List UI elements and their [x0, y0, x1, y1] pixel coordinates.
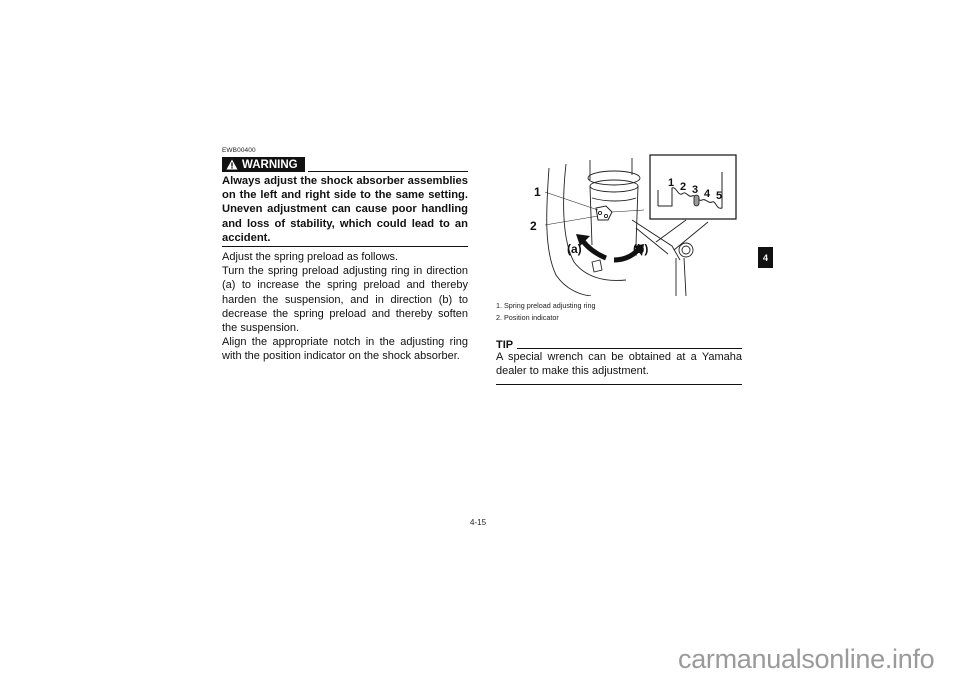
- instructions: [222, 250, 468, 364]
- notch-1: 1: [668, 177, 675, 189]
- notch-3: 3: [692, 184, 699, 196]
- page-number: 4-15: [470, 518, 487, 527]
- shock-absorber-illustration: [496, 150, 744, 296]
- warning-label-text: WARNING: [242, 158, 298, 171]
- caption-1: 1. Spring preload adjusting ring: [496, 301, 596, 310]
- chapter-tab: 4: [758, 247, 773, 268]
- instruction-paragraph: Adjust the spring preload as follows.: [222, 251, 399, 263]
- notch-4: 4: [704, 188, 711, 200]
- warning-text: [222, 174, 468, 245]
- direction-b: (b): [633, 242, 649, 256]
- watermark: carmanualsonline.info: [678, 644, 935, 674]
- caption-2: 2. Position indicator: [496, 312, 559, 322]
- tip-label: TIP: [496, 339, 514, 351]
- callout-1: 1: [534, 185, 541, 199]
- warning-body: Always adjust the shock absorber assemblies on the left and right side to the same setting. Uneven adjustment can cause poor handling and loss of stability, which could lead to an accident.: [222, 175, 468, 244]
- instruction-paragraph: Align the appropriate notch in the adjusting ring with the position indicator on the shock absorber.: [222, 336, 468, 363]
- instruction-paragraph: Turn the spring preload adjusting ring in direction (a) to increase the spring preload and thereby harden the suspension, and in direction (b) to decrease the spring preload and thereby soften the suspension.: [222, 265, 468, 335]
- notch-2: 2: [680, 181, 687, 193]
- figure-captions: [496, 300, 596, 323]
- tip-header-rule: [517, 348, 742, 349]
- direction-a: (a): [567, 242, 582, 256]
- callout-2: 2: [530, 219, 537, 233]
- warning-bottom-rule: [222, 246, 468, 247]
- warning-header-rule: [308, 171, 468, 172]
- warning-code: EWB00400: [222, 147, 256, 154]
- warning-triangle-icon: [226, 159, 238, 170]
- tip-text: A special wrench can be obtained at a Yamaha dealer to make this adjustment.: [496, 351, 742, 378]
- warning-label: [222, 157, 305, 172]
- notch-5: 5: [716, 190, 723, 202]
- tip-bottom-rule: [496, 384, 742, 385]
